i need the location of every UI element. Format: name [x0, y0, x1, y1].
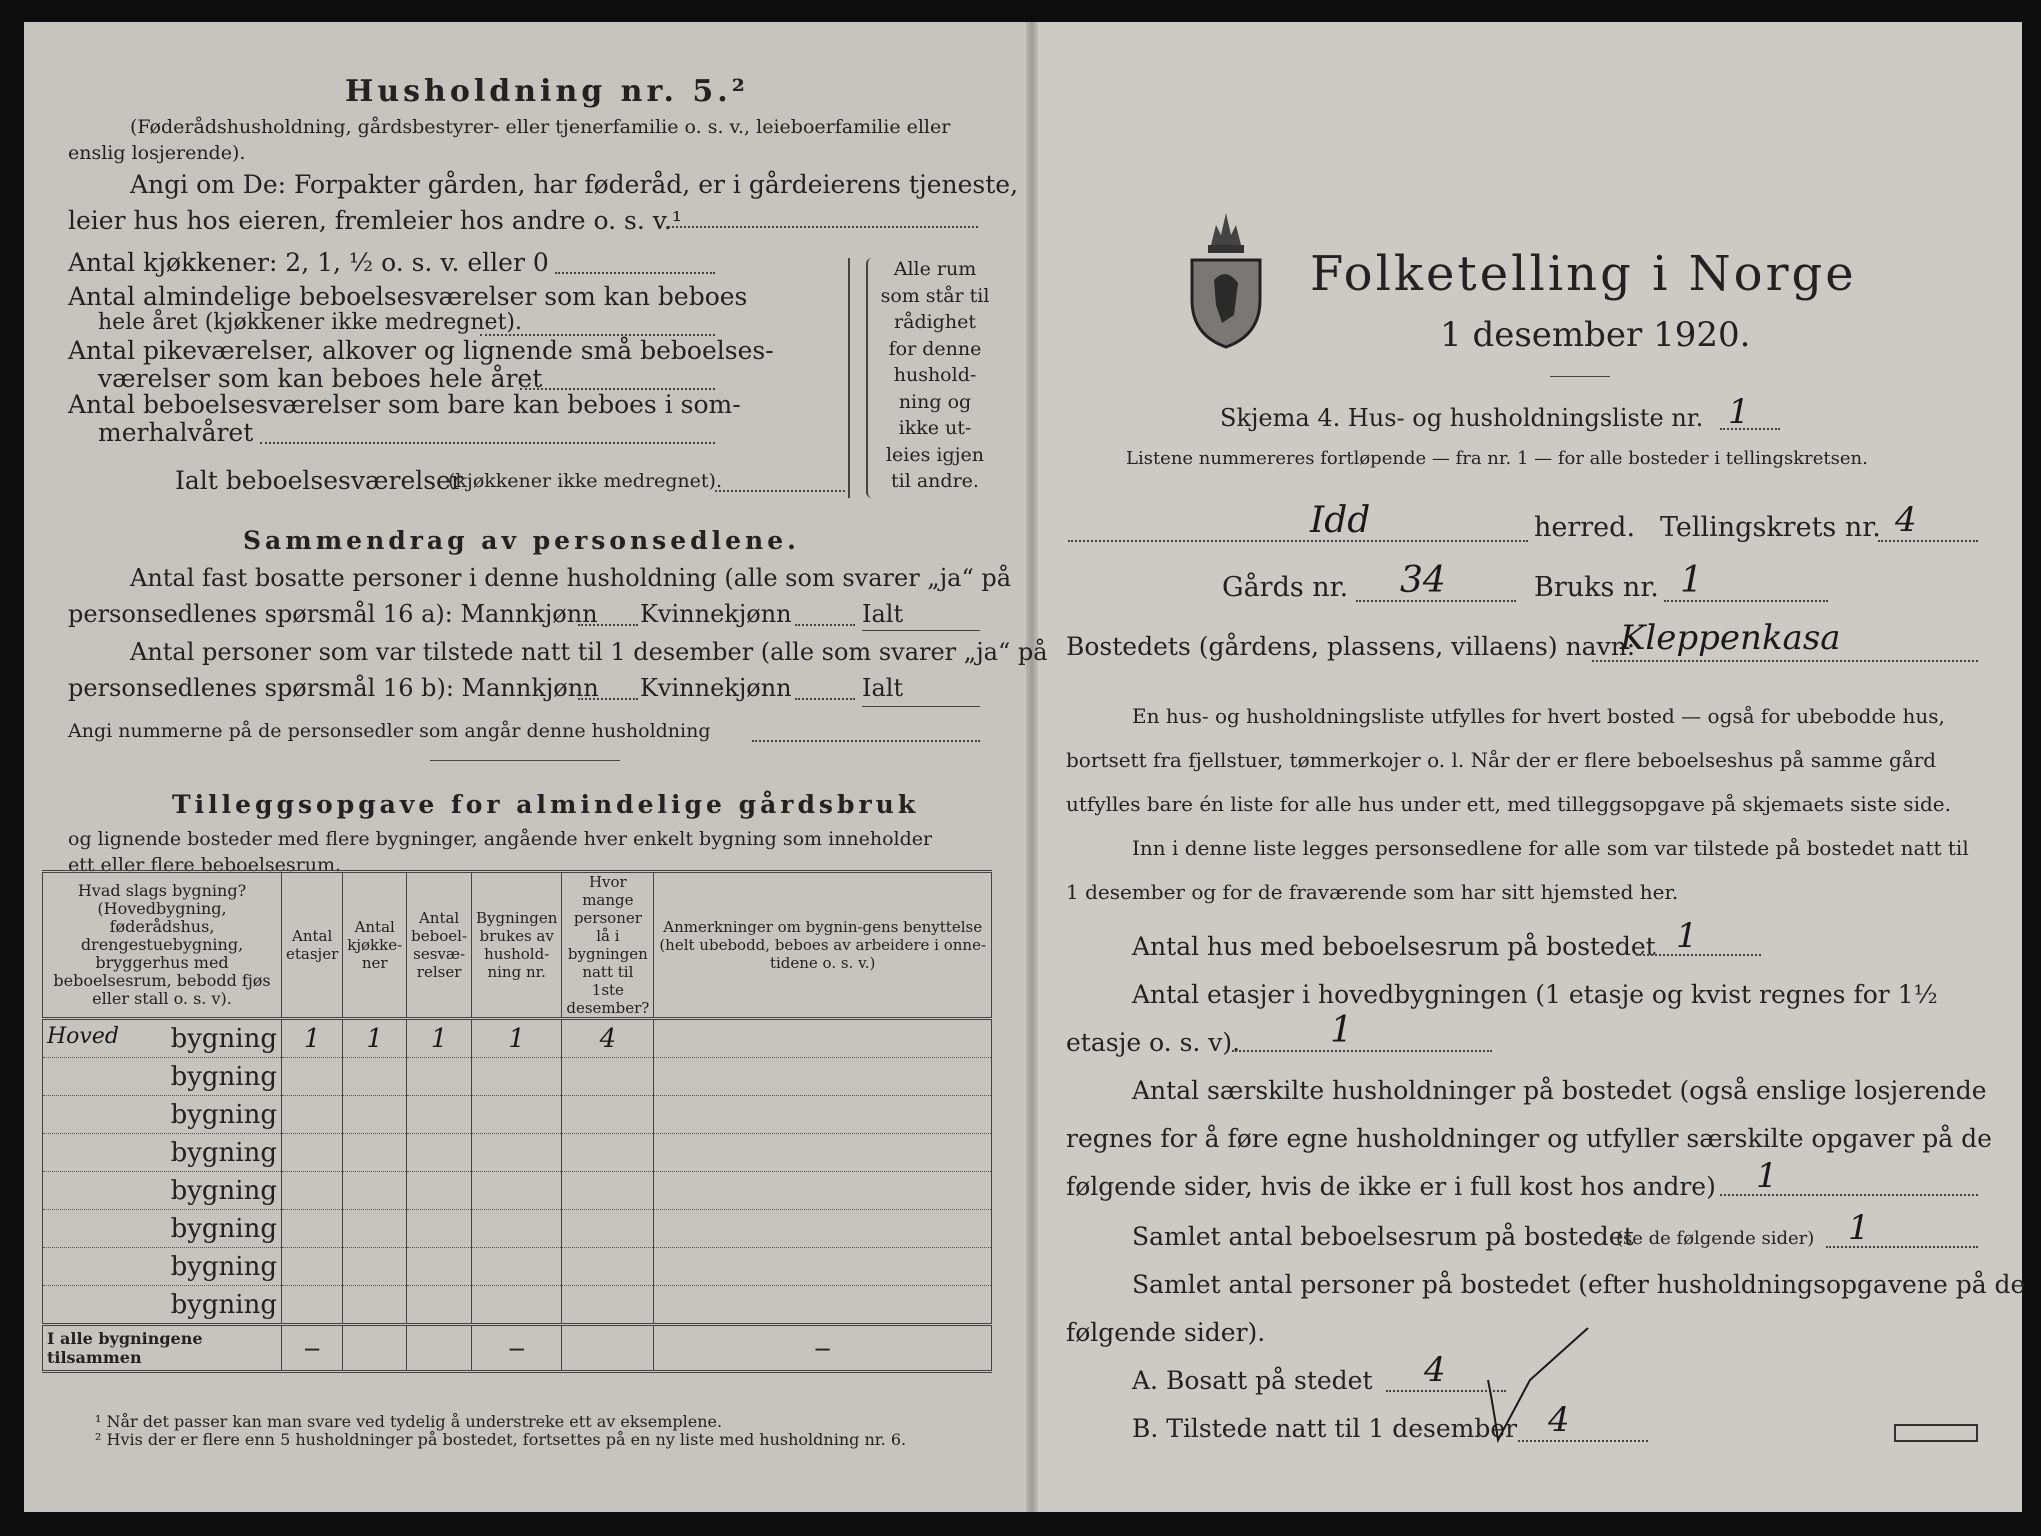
building-type-cell[interactable] — [43, 1248, 282, 1286]
houses-value: 1 — [1676, 916, 1698, 956]
building-cell[interactable] — [562, 1172, 654, 1210]
total-cell: — — [654, 1325, 992, 1372]
total-rooms-right-value: 1 — [1848, 1208, 1870, 1248]
building-type-value: Hoved — [47, 1023, 119, 1049]
resident-male-line — [578, 624, 638, 626]
herred-value: Idd — [1310, 500, 1371, 541]
angi-nummerne: Angi nummerne på de personsedler som angår denne husholdning — [68, 720, 711, 742]
side-note-line: til andre. — [891, 470, 979, 492]
numbering-note: Listene nummereres fortløpende — fra nr. 1 — for alle bosteder i tellingskretsen. — [1126, 448, 1868, 469]
bruks-label: Bruks nr. — [1534, 572, 1659, 603]
building-cell[interactable] — [343, 1019, 407, 1058]
present-total-line — [862, 706, 980, 707]
instr-1b: bortsett fra fjellstuer, tømmerkojer o. l. Når der er flere beboelseshus på samme gård — [1066, 748, 1937, 772]
total-cell — [407, 1325, 472, 1372]
checkmark-stroke-icon — [1470, 1320, 1600, 1450]
building-type-cell[interactable] — [43, 1134, 282, 1172]
building-type-cell[interactable] — [43, 1172, 282, 1210]
side-note-line: ning og — [898, 390, 972, 413]
bosted-value: Kleppenkasa — [1620, 618, 1841, 658]
building-cell[interactable] — [654, 1172, 992, 1210]
building-cell[interactable] — [407, 1019, 472, 1058]
bosted-label: Bostedets (gårdens, plassens, villaens) navn: — [1066, 632, 1636, 661]
side-note-line: Alle rum — [893, 258, 977, 280]
krets-value: 4 — [1895, 500, 1917, 540]
building-type-cell[interactable] — [43, 1096, 282, 1134]
building-cell[interactable] — [343, 1134, 407, 1172]
building-cell[interactable] — [282, 1019, 343, 1058]
resident-value: 4 — [1424, 1350, 1446, 1390]
building-cell[interactable] — [654, 1286, 992, 1325]
floors-value: 1 — [1330, 1010, 1353, 1051]
summary-line-1: Antal fast bosatte personer i denne husholdning (alle som svarer „ja“ på — [130, 564, 1012, 592]
bosted-line — [1592, 660, 1978, 662]
summary-title: Sammendrag av personsedlene. — [243, 526, 800, 555]
building-type-cell[interactable] — [43, 1210, 282, 1248]
present-male-line — [578, 698, 638, 700]
col-floors: Antal etasjer — [282, 872, 343, 1019]
resident-total-line — [862, 630, 980, 631]
building-cell[interactable] — [282, 1210, 343, 1248]
rooms-question-b: hele året (kjøkkener ikke medregnet). — [98, 310, 522, 335]
building-cell[interactable] — [343, 1058, 407, 1096]
total-cell: — — [472, 1325, 562, 1372]
footnote-2: ² Hvis der er flere enn 5 husholdninger på bostedet, fortsettes på en ny liste med husholdning nr. 6. — [95, 1430, 907, 1449]
building-cell[interactable] — [654, 1019, 992, 1058]
building-cell[interactable] — [472, 1096, 562, 1134]
kitchens-question: Antal kjøkkener: 2, 1, ½ o. s. v. eller 0 — [68, 248, 549, 277]
building-cell[interactable] — [562, 1058, 654, 1096]
side-note-line: leies igjen — [885, 443, 985, 466]
footnote-1: ¹ Når det passer kan man svare ved tydelig å understreke ett av eksemplene. — [95, 1412, 723, 1431]
building-cell[interactable] — [407, 1172, 472, 1210]
coat-of-arms-icon — [1186, 205, 1266, 350]
building-row — [43, 1172, 992, 1210]
side-note — [880, 256, 990, 495]
angi-nummerne-line — [752, 740, 980, 742]
building-label: bygning — [170, 1213, 277, 1244]
households-label-2: regnes for å føre egne husholdninger og utfyller særskilte opgaver på de — [1066, 1124, 1992, 1153]
building-cell[interactable] — [472, 1019, 562, 1058]
building-type-cell[interactable] — [43, 1286, 282, 1325]
building-cell[interactable] — [407, 1248, 472, 1286]
building-row — [43, 1248, 992, 1286]
resident-female-line — [795, 624, 855, 626]
instr-1a: En hus- og husholdningsliste utfylles for hvert bosted — også for ubebodde hus, — [1132, 704, 1945, 728]
rooms-brace — [866, 258, 878, 498]
building-label: bygning — [170, 1175, 277, 1206]
total-row — [43, 1325, 992, 1372]
total-cell: I alle bygningene tilsammen — [43, 1325, 282, 1372]
building-cell[interactable] — [282, 1058, 343, 1096]
side-note-line: for denne — [888, 337, 982, 360]
houses-line — [1636, 954, 1761, 956]
side-note-line: som står til — [880, 284, 990, 307]
page-fold — [1026, 22, 1038, 1512]
herred-line — [1068, 540, 1528, 542]
household-heading: Husholdning nr. 5.² — [345, 74, 749, 109]
total-rooms-right-note: (se de følgende sider) — [1616, 1228, 1815, 1249]
building-label: bygning — [170, 1099, 277, 1130]
buildings-table — [42, 870, 992, 1373]
schema-label: Skjema 4. Hus- og husholdningsliste nr. — [1220, 404, 1704, 432]
building-cell[interactable] — [562, 1248, 654, 1286]
krets-line — [1878, 540, 1978, 542]
col-remarks: Anmerkninger om bygnin-gens benyttelse (helt ubebodd, beboes av arbeidere i onne-tidene o. s. v.) — [654, 872, 992, 1019]
building-row — [43, 1019, 992, 1058]
census-title: Folketelling i Norge — [1310, 246, 1857, 302]
building-cell[interactable] — [343, 1172, 407, 1210]
building-cell-value: 1 — [430, 1023, 448, 1054]
gards-label: Gårds nr. — [1222, 572, 1349, 603]
building-cell[interactable] — [407, 1286, 472, 1325]
building-cell[interactable] — [407, 1058, 472, 1096]
building-cell[interactable] — [472, 1172, 562, 1210]
resident-label: A. Bosatt på stedet — [1132, 1366, 1373, 1395]
building-cell-value: 1 — [366, 1023, 383, 1054]
side-note-line: hushold- — [893, 364, 977, 386]
building-cell[interactable] — [562, 1210, 654, 1248]
census-date: 1 desember 1920. — [1440, 315, 1751, 355]
houses-label: Antal hus med beboelsesrum på bostedet — [1132, 932, 1656, 961]
tillegg-line-1: og lignende bosteder med flere bygninger, angående hver enkelt bygning som inneholder — [68, 828, 933, 850]
section-divider — [430, 760, 620, 761]
building-label: bygning — [170, 1061, 277, 1092]
building-cell[interactable] — [343, 1210, 407, 1248]
angi-line-2: leier hus hos eieren, fremleier hos andre o. s. v.¹ — [68, 206, 682, 235]
kitchens-dots — [555, 272, 715, 274]
building-cell[interactable] — [407, 1096, 472, 1134]
present-female-line — [795, 698, 855, 700]
side-note-line: ikke ut- — [898, 417, 972, 439]
total-cell — [562, 1325, 654, 1372]
present-value: 4 — [1548, 1400, 1570, 1440]
building-cell[interactable] — [472, 1058, 562, 1096]
households-value: 1 — [1756, 1156, 1778, 1196]
tillegg-line-2: ett eller flere beboelsesrum. — [68, 854, 342, 876]
summary-line-2: Antal personer som var tilstede natt til 1 desember (alle som svarer „ja“ på — [130, 638, 1048, 666]
floors-label-2: etasje o. s. v). — [1066, 1028, 1241, 1057]
building-cell[interactable] — [472, 1248, 562, 1286]
bruks-value: 1 — [1680, 560, 1703, 601]
resident-total-label: Ialt — [862, 600, 904, 628]
present-female-label: Kvinnekjønn — [640, 674, 792, 702]
persons-label-1: Samlet antal personer på bostedet (efter husholdningsopgavene på de — [1132, 1270, 2026, 1299]
building-cell[interactable] — [472, 1134, 562, 1172]
building-row — [43, 1134, 992, 1172]
gards-value: 34 — [1400, 560, 1446, 601]
floors-line — [1232, 1050, 1492, 1052]
floors-label-1: Antal etasjer i hovedbygningen (1 etasje og kvist regnes for 1½ — [1132, 980, 1938, 1009]
tillegg-title: Tilleggsopgave for almindelige gårdsbruk — [172, 790, 920, 819]
total-rooms-line — [715, 490, 845, 492]
summary-line-2b: personsedlenes spørsmål 16 b): Mannkjønn — [68, 674, 599, 702]
summary-line-1b: personsedlenes spørsmål 16 a): Mannkjønn — [68, 600, 598, 628]
answer-column-rule — [848, 258, 850, 498]
building-cell[interactable] — [343, 1096, 407, 1134]
building-cell[interactable] — [472, 1286, 562, 1325]
bruks-line — [1664, 600, 1828, 602]
building-cell[interactable] — [282, 1134, 343, 1172]
household-subtitle-2: enslig losjerende). — [68, 142, 246, 164]
total-rooms-right-label: Samlet antal beboelsesrum på bostedet — [1132, 1222, 1634, 1251]
instr-1c: utfylles bare én liste for alle hus under ett, med tilleggsopgave på skjemaets siste side. — [1066, 792, 1951, 816]
building-type-cell[interactable] — [43, 1058, 282, 1096]
angi-line-1: Angi om De: Forpakter gården, har føderåd, er i gårdeierens tjeneste, — [130, 170, 1019, 199]
present-total-label: Ialt — [862, 674, 904, 702]
resident-female-label: Kvinnekjønn — [640, 600, 792, 628]
building-cell-value: 1 — [303, 1023, 321, 1054]
building-row — [43, 1096, 992, 1134]
list-number: 1 — [1728, 392, 1750, 432]
maid-rooms-question: Antal pikeværelser, alkover og lignende små beboelses- — [68, 336, 774, 365]
col-household: Bygningen brukes av hushold-ning nr. — [472, 872, 562, 1019]
gards-line — [1356, 600, 1516, 602]
side-note-line: rådighet — [894, 311, 976, 333]
building-label: bygning — [170, 1023, 277, 1054]
building-cell[interactable] — [407, 1134, 472, 1172]
building-cell[interactable] — [654, 1096, 992, 1134]
building-cell[interactable] — [654, 1058, 992, 1096]
building-label: bygning — [170, 1251, 277, 1282]
maid-rooms-question-b: værelser som kan beboes hele året — [98, 364, 543, 393]
total-cell — [343, 1325, 407, 1372]
krets-label: Tellingskrets nr. — [1660, 512, 1881, 543]
households-label-3: følgende sider, hvis de ikke er i full kost hos andre) — [1066, 1172, 1716, 1201]
summer-rooms-question-b: merhalvåret — [98, 418, 254, 447]
rooms-question: Antal almindelige beboelsesværelser som kan beboes — [68, 282, 748, 311]
angi-answer-line — [668, 226, 978, 228]
building-cell[interactable] — [654, 1210, 992, 1248]
building-cell[interactable] — [562, 1019, 654, 1058]
building-row — [43, 1210, 992, 1248]
building-cell[interactable] — [472, 1210, 562, 1248]
herred-label: herred. — [1534, 512, 1636, 543]
total-rooms-right-line — [1826, 1246, 1978, 1248]
building-cell[interactable] — [407, 1210, 472, 1248]
col-rooms: Antal beboel-sesvæ-relser — [407, 872, 472, 1019]
total-rooms-note: (kjøkkener ikke medregnet). — [448, 470, 722, 492]
summer-rooms-dots — [260, 442, 715, 444]
building-label: bygning — [170, 1137, 277, 1168]
total-rooms-label: Ialt beboelsesværelser — [175, 466, 463, 495]
building-cell[interactable] — [562, 1286, 654, 1325]
building-type-cell[interactable] — [43, 1019, 282, 1058]
col-persons: Hvor mange personer lå i bygningen natt til 1ste desember? — [562, 872, 654, 1019]
present-label: B. Tilstede natt til 1 desember — [1132, 1414, 1518, 1443]
building-cell[interactable] — [282, 1172, 343, 1210]
building-cell-value: 4 — [599, 1023, 617, 1054]
persons-label-2: følgende sider). — [1066, 1318, 1266, 1347]
building-cell[interactable] — [654, 1248, 992, 1286]
total-cell: — — [282, 1325, 343, 1372]
building-row — [43, 1286, 992, 1325]
summer-rooms-question: Antal beboelsesværelser som bare kan beboes i som- — [68, 390, 741, 419]
printer-stamp — [1894, 1424, 1978, 1442]
instr-2b: 1 desember og for de fraværende som har sitt hjemsted her. — [1066, 880, 1679, 904]
col-kitchens: Antal kjøkke-ner — [343, 872, 407, 1019]
building-cell[interactable] — [562, 1096, 654, 1134]
building-cell[interactable] — [654, 1134, 992, 1172]
households-line — [1720, 1194, 1978, 1196]
households-label-1: Antal særskilte husholdninger på bostedet (også enslige losjerende — [1132, 1076, 1987, 1105]
building-cell[interactable] — [282, 1286, 343, 1325]
building-cell[interactable] — [282, 1096, 343, 1134]
list-number-line — [1720, 428, 1780, 430]
building-row — [43, 1058, 992, 1096]
building-label: bygning — [170, 1289, 277, 1320]
building-cell[interactable] — [343, 1248, 407, 1286]
building-cell-value: 1 — [508, 1023, 525, 1054]
title-divider — [1550, 376, 1610, 377]
household-subtitle: (Føderådshusholdning, gårdsbestyrer- eller tjenerfamilie o. s. v., leieboerfamilie eller — [130, 116, 951, 138]
instr-2a: Inn i denne liste legges personsedlene for alle som var tilstede på bostedet natt til — [1132, 836, 1969, 860]
building-cell[interactable] — [562, 1134, 654, 1172]
building-cell[interactable] — [282, 1248, 343, 1286]
col-building-type: Hvad slags bygning? (Hovedbygning, føderådshus, drengestuebygning, bryggerhus med beboelsesrum, bebodd fjøs eller stall o. s. v). — [43, 872, 282, 1019]
building-cell[interactable] — [343, 1286, 407, 1325]
